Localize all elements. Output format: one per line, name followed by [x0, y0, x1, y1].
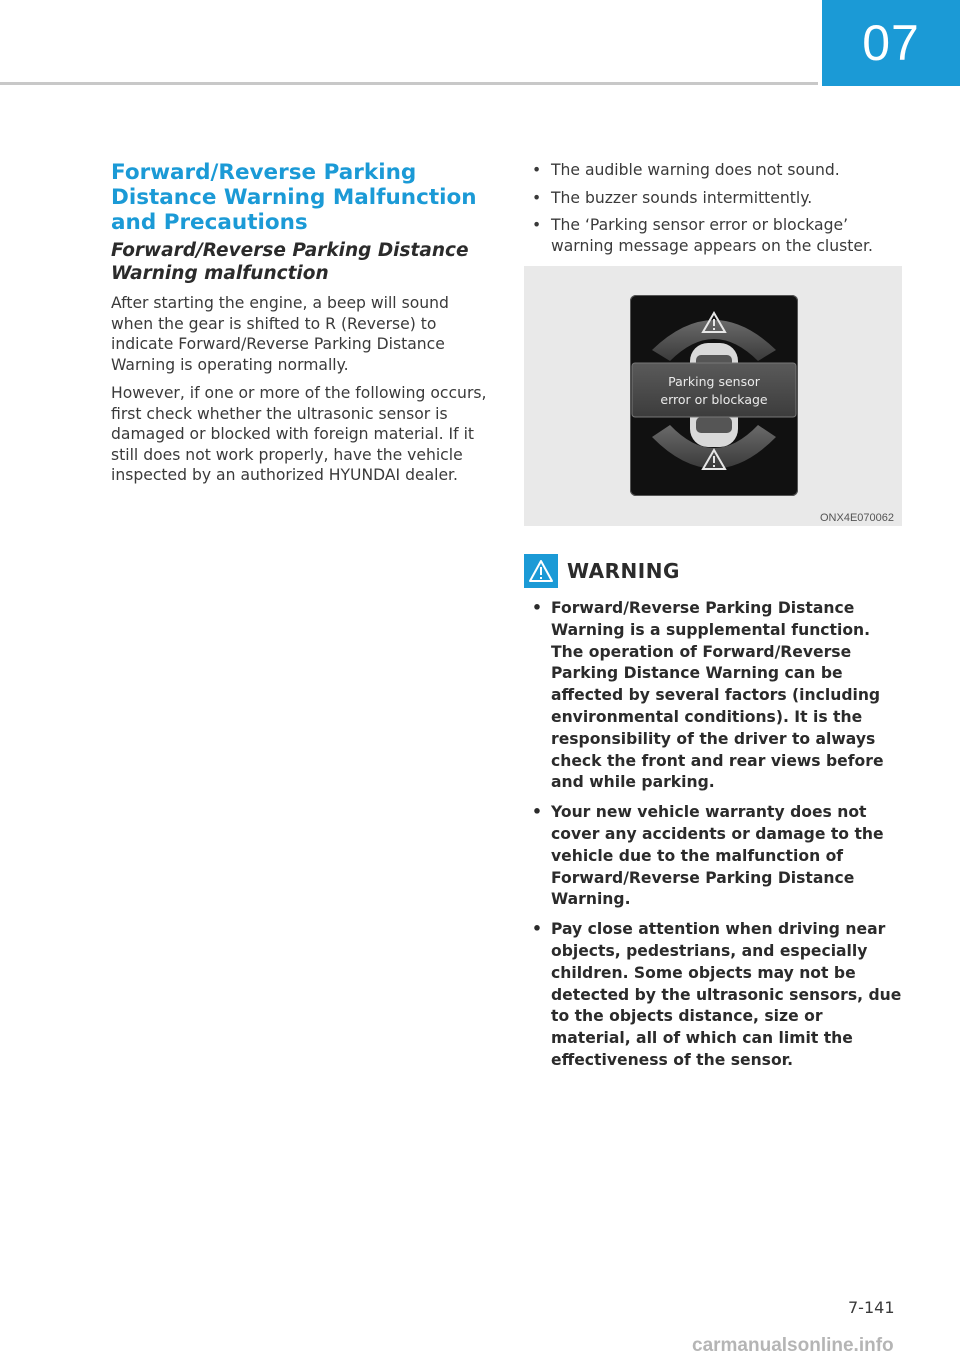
chapter-number: 07 — [862, 15, 920, 71]
warning-badge — [524, 554, 558, 588]
warning-list — [524, 598, 904, 1072]
cluster-illustration — [524, 266, 902, 526]
subsection-title: Forward/Reverse Parking Distance Warning malfunction — [111, 240, 469, 284]
warning-header — [524, 554, 904, 588]
section-title: Forward/Reverse Parking Distance Warning Malfunction and Precautions — [111, 160, 477, 235]
warning-triangle-icon — [528, 559, 554, 583]
figure-code: ONX4E070062 — [820, 512, 894, 524]
list-item: • Pay close attention when driving near objects, pedestrians, and especially children. Some objects may not be detected by the ultrasonic sensors, due to the objects distance, size or material, all of which can limit the effectiveness of the sensor. — [532, 920, 902, 1069]
paragraph-check: However, if one or more of the following occurs, first check whether the ultrasonic sensor is damaged or blocked with foreign material. If it still does not work properly, have the vehicle inspected by an authorized HYUNDAI dealer. — [111, 384, 487, 484]
message-line-1: Parking sensor — [668, 374, 760, 389]
left-column — [111, 160, 493, 486]
warning-title: WARNING — [567, 559, 680, 583]
paragraph-intro: After starting the engine, a beep will sound when the gear is shifted to R (Reverse) to indicate Forward/Reverse Parking Distance Warning is operating normally. — [111, 294, 449, 374]
malfunction-conditions-list — [524, 160, 904, 256]
list-item: • Your new vehicle warranty does not cover any accidents or damage to the vehicle due to the malfunction of Forward/Reverse Parking Distance Warning. — [532, 803, 884, 909]
message-line-2: error or blockage — [660, 392, 768, 407]
list-item: • The ‘Parking sensor error or blockage’ warning message appears on the cluster. — [532, 216, 873, 255]
list-item: • Forward/Reverse Parking Distance Warning is a supplemental function. The operation of Forward/Reverse Parking Distance Warning can be affected by several factors (including environmental conditions). It is the responsibility of the driver to always check the front and rear views before and while parking. — [532, 599, 884, 792]
cluster-display — [630, 295, 798, 496]
page-number: 7-141 — [848, 1298, 895, 1317]
parking-sensor-graphic — [630, 295, 798, 496]
list-item: • The audible warning does not sound. — [532, 161, 840, 179]
watermark: carmanualsonline.info — [692, 1335, 894, 1356]
right-column — [524, 160, 904, 1080]
list-item: • The buzzer sounds intermittently. — [532, 188, 813, 207]
header-rule — [0, 82, 818, 85]
chapter-tab — [822, 0, 960, 86]
message-box — [632, 363, 796, 417]
